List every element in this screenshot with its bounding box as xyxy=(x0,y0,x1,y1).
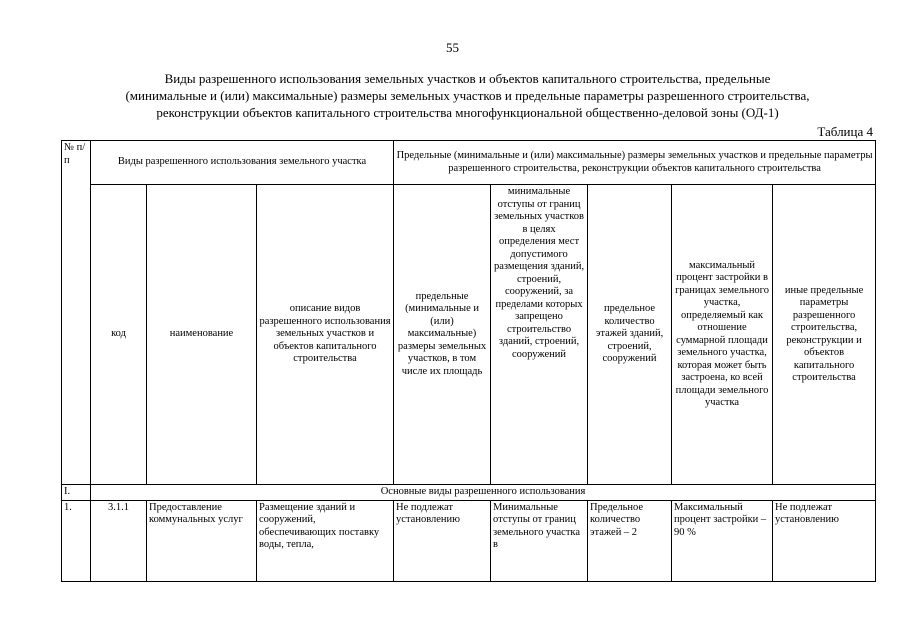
header-description: описание видов разрешенного использования земельных участков и объектов капитального строительства xyxy=(257,185,394,485)
row-setback-text: Минимальные отступы от границ земельного участка в xyxy=(493,501,581,550)
section-label: Основные виды разрешенного использования xyxy=(91,485,876,501)
header-setback-text: минимальные отступы от границ земельных участков в целях определения мест допустимого размещения зданий, строений, сооружений, за пределами которых запрещено строительство зданий, строений, сооружений xyxy=(493,186,585,360)
row-code: 3.1.1 xyxy=(91,500,147,581)
row-description xyxy=(257,500,394,581)
header-group-params: Предельные (минимальные и (или) максимальные) размеры земельных участков и предельные параметры разрешенного строительства, реконструкции объектов капитального строительства xyxy=(394,141,876,185)
header-setback xyxy=(491,185,588,485)
header-other: иные предельные параметры разрешенного строительства, реконструкции и объектов капитального строительства xyxy=(773,185,876,485)
row-coverage: Максимальный процент застройки – 90 % xyxy=(672,500,773,581)
row-floors: Предельное количество этажей – 2 xyxy=(588,500,672,581)
page-number: 55 xyxy=(446,40,459,55)
title-line-3: реконструкции объектов капитального строительства многофункциональной общественно-деловой зоны (ОД-1) xyxy=(156,105,779,120)
header-group-usage: Виды разрешенного использования земельного участка xyxy=(91,141,394,185)
header-code: код xyxy=(91,185,147,485)
section-num: I. xyxy=(62,485,91,501)
row-description-text: Размещение зданий и сооружений, обеспечивающих поставку воды, тепла, xyxy=(259,501,380,550)
header-name: наименование xyxy=(147,185,257,485)
row-size: Не подлежат установлению xyxy=(394,500,491,581)
header-size: предельные (минимальные и (или) максимальные) размеры земельных участков, в том числе их площадь xyxy=(394,185,491,485)
title-line-2: (минимальные и (или) максимальные) размеры земельных участков и предельные параметры разрешенного строительства, xyxy=(125,88,810,103)
row-setback xyxy=(491,500,588,581)
table-label: Таблица 4 xyxy=(817,124,873,139)
header-coverage: максимальный процент застройки в границах земельного участка, определяемый как отношение суммарной площади земельного участка, которая может быть застроена, ко всей площади земельного участка xyxy=(672,185,773,485)
zoning-table xyxy=(61,140,876,582)
header-num: № п/п xyxy=(62,141,91,485)
row-name: Предоставление коммунальных услуг xyxy=(147,500,257,581)
row-num: 1. xyxy=(62,500,91,581)
document-title xyxy=(60,70,875,121)
row-other: Не подлежат установлению xyxy=(773,500,876,581)
header-floors: предельное количество этажей зданий, строений, сооружений xyxy=(588,185,672,485)
title-line-1: Виды разрешенного использования земельных участков и объектов капитального строительства, предельные xyxy=(164,71,771,86)
